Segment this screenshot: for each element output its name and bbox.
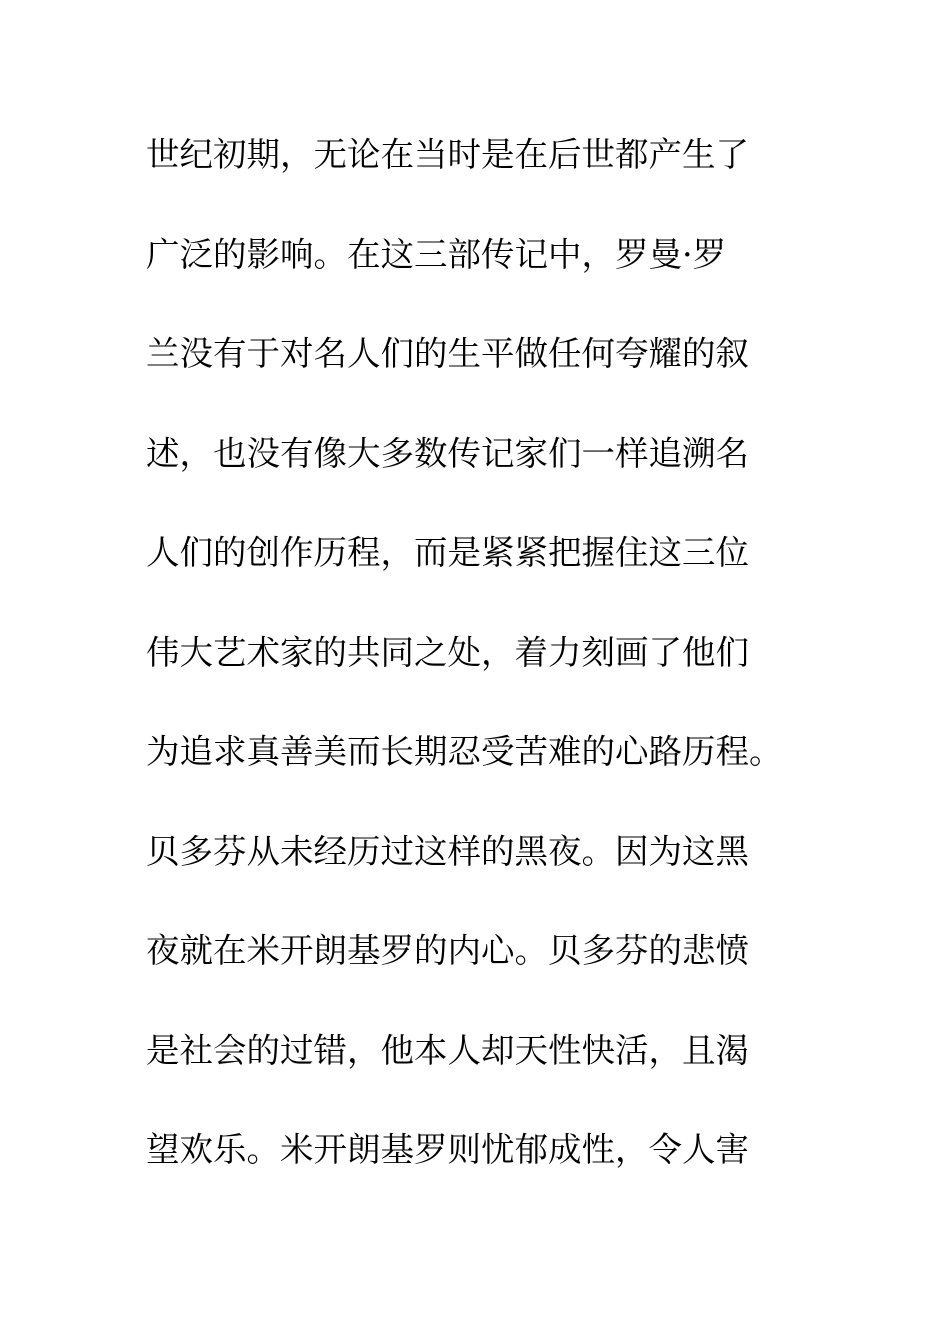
text-line: 世纪初期，无论在当时是在后世都产生了 <box>146 135 749 174</box>
text-line: 是社会的过错，他本人却天性快活，且渴 <box>146 1030 749 1070</box>
text-line: 广泛的影响。在这三部传记中，罗曼·罗 <box>146 234 727 274</box>
body-text <box>146 124 806 1219</box>
text-line: 夜就在米开朗基罗的内心。贝多芬的悲愤 <box>146 931 749 970</box>
text-line: 伟大艺术家的共同之处，着力刻画了他们 <box>146 632 749 672</box>
text-line: 望欢乐。米开朗基罗则忧郁成性，令人害 <box>146 1130 749 1169</box>
text-line: 贝多芬从未经历过这样的黑夜。因为这黑 <box>146 831 749 871</box>
text-line: 兰没有于对名人们的生平做任何夸耀的叙 <box>146 334 749 373</box>
text-line: 述，也没有像大多数传记家们一样追溯名 <box>146 433 749 473</box>
text-line: 为追求真善美而长期忍受苦难的心路历程。 <box>146 732 783 771</box>
text-line: 人们的创作历程，而是紧紧把握住这三位 <box>146 533 749 572</box>
